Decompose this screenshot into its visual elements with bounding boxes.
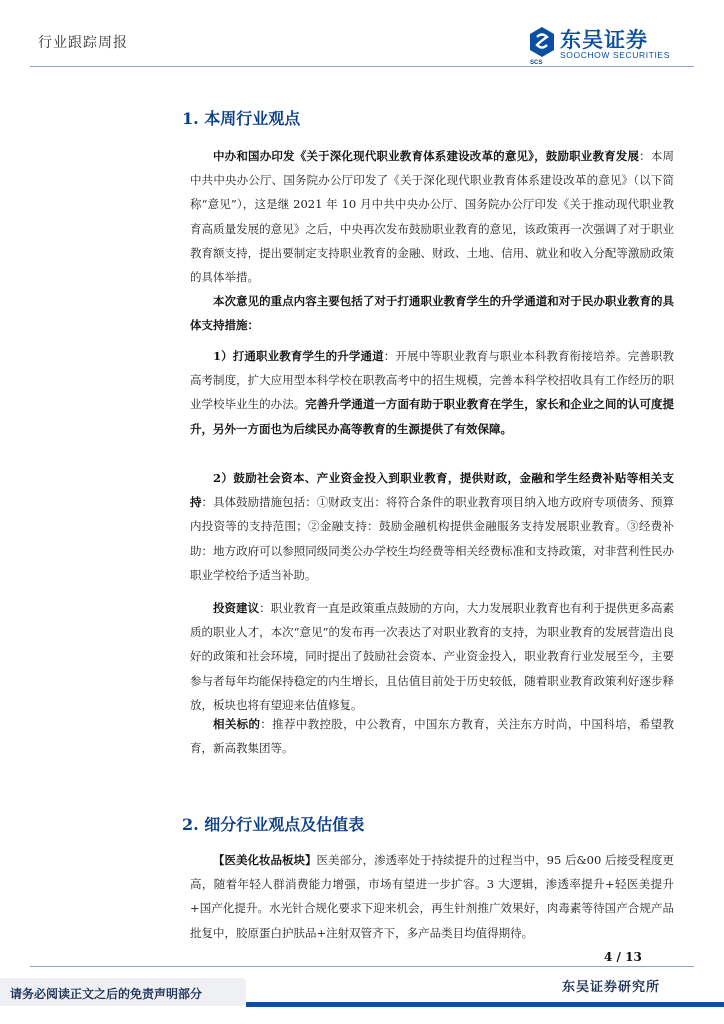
paragraph-body: ：具体鼓励措施包括：①财政支出：将符合条件的职业教育项目纳入地方政府专项债务、预算内投资等的支持范围；②金融支持：鼓励金融机构提供金融服务支持发展职业教育。③经费补助：地方政府可以参照同级同类公办学校生均经费等相关经费标准和支持政策，对非营利性民办职业学校给予适当补助。	[190, 495, 675, 582]
page-number: 4 / 13	[604, 950, 642, 964]
footer-accent-bar	[246, 1002, 724, 1007]
company-logo	[528, 24, 688, 64]
paragraph-lead: 1）打通职业教育学生的升学通道	[213, 349, 384, 363]
paragraph-body: ：职业教育一直是政策重点鼓励的方向，大力发展职业教育也有利于提供更多高素质的职业人才，本次“意见”的发布再一次表达了对职业教育的支持，为职业教育的发展营造出良好的政策和社会环境，同时提出了鼓励社会资本、产业资金投入，职业教育行业发展至今，主要参与者每年均能保持稳定的内生增长，且估值目前处于历史较低，随着职业教育政策利好逐步释放，板块也将有望迎来估值修复。	[190, 601, 675, 712]
logo-mark-text: SCS	[530, 60, 543, 66]
header-divider	[30, 66, 694, 67]
disclaimer-text: 请务必阅读正文之后的免责声明部分	[10, 987, 203, 1001]
paragraph-key-content	[190, 289, 674, 337]
paragraph-lead: 本次意见的重点内容主要包括了对于打通职业教育学生的升学通道和对于民办职业教育的具体支持措施：	[190, 294, 674, 333]
paragraph-lead: 【医美化妆品板块】	[213, 853, 317, 867]
paragraph-body: ：本周中共中央办公厅、国务院办公厅印发了《关于深化现代职业教育体系建设改革的意见》（以下简称“意见”），这是继 2021 年 10 月中共中央办公厅、国务院办公厅印发《关于推动现代职业教育高质量发展的意见》之后，中央再次发布鼓励职业教育的意见，该政策再一次强调了对于职业教育额支持，提出要制定支持职业教育的金融、财政、土地、信用、就业和收入分配等激励政策的具体举措。	[190, 149, 675, 285]
paragraph-lead: 中办和国办印发《关于深化现代职业教育体系建设改革的意见》，鼓励职业教育发展	[213, 149, 640, 163]
report-type-label: 行业跟踪周报	[38, 35, 128, 51]
logo-english-name: SOOCHOW SECURITIES	[560, 50, 670, 60]
paragraph-social-capital	[190, 466, 674, 587]
paragraph-upgrade-channel	[190, 344, 674, 441]
footer-divider	[30, 966, 694, 967]
paragraph-body: 医美部分，渗透率处于持续提升的过程当中，95 后&00 后接受程度更高，随着年轻人群消费能力增强，市场有望进一步扩容。3 大逻辑，渗透率提升+轻医美提升+国产化提升。水光针合规化要求下迎来机会，再生针剂推广效果好，肉毒素等待国产合规产品批复中，胶原蛋白护肤品+注射双管齐下，多产品类目均值得期待。	[190, 853, 674, 940]
disclaimer-box	[0, 978, 246, 1006]
section-title-1: 1. 本周行业观点	[182, 109, 301, 128]
logo-chinese-name: 东吴证券	[560, 28, 648, 52]
institute-name: 东吴证券研究所	[562, 980, 661, 995]
paragraph-lead: 2）鼓励社会资本、产业资金投入到职业教育，提供财政，金融和学生经费补贴等相关支持	[190, 471, 674, 510]
paragraph-lead: 相关标的	[213, 717, 261, 731]
paragraph-investment-advice	[190, 596, 674, 717]
paragraph-policy	[190, 144, 674, 289]
paragraph-body: ：推荐中教控股，中公教育，中国东方教育，关注东方时尚，中国科培，希望教育，新高教集团等。	[190, 717, 675, 756]
paragraph-aesthetic-medicine	[190, 848, 674, 945]
paragraph-body: ：开展中等职业教育与职业本科教育衔接培养。完善职教高考制度，扩大应用型本科学校在职教高考中的招生规模，完善本科学校招收具有工作经历的职业学校毕业生的办法。	[190, 349, 675, 412]
section-title-2: 2. 细分行业观点及估值表	[182, 815, 365, 834]
paragraph-emphasis: 完善升学通道一方面有助于职业教育在学生，家长和企业之间的认可度提升，另外一方面也为后续民办高等教育的生源提供了有效保障。	[190, 397, 675, 436]
logo-mark-icon	[528, 26, 556, 58]
paragraph-lead: 投资建议	[213, 601, 260, 615]
paragraph-related-targets	[190, 712, 674, 760]
